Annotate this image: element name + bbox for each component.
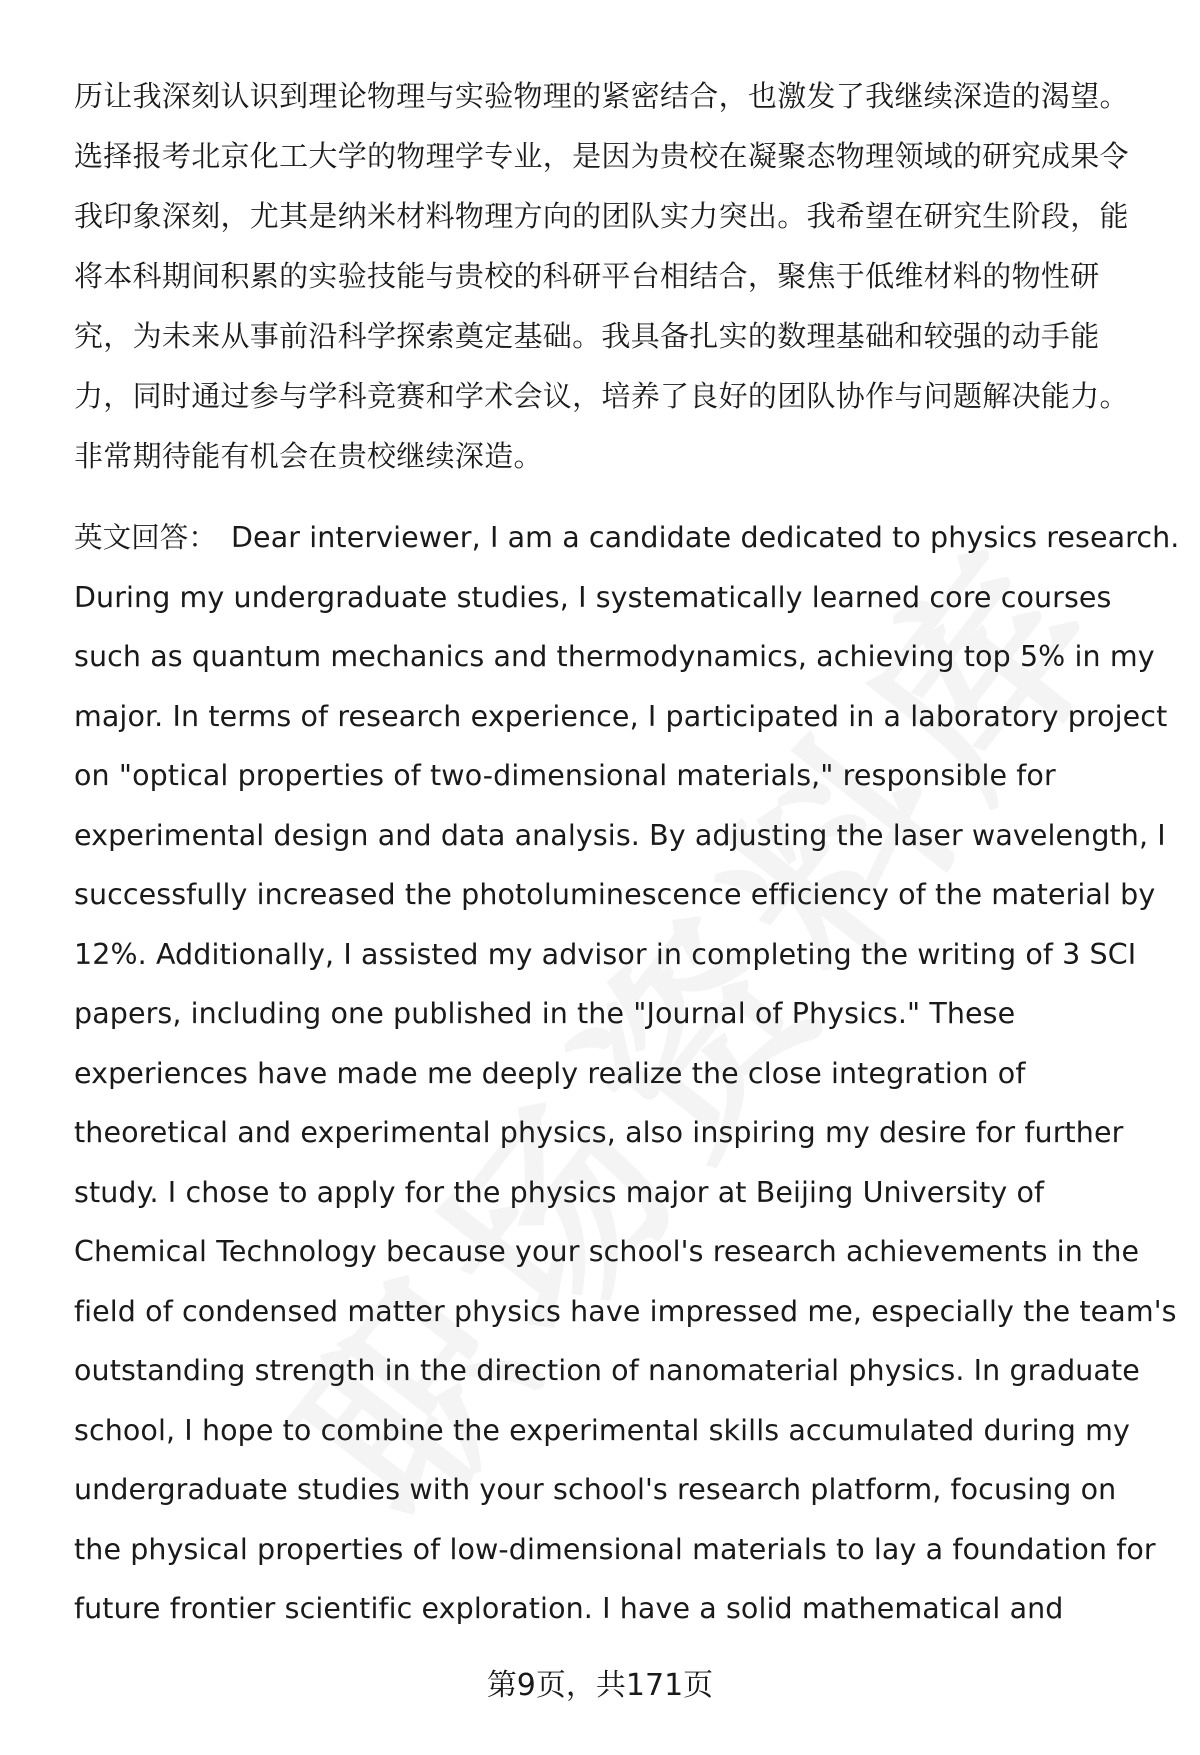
text-line: 选择报考北京化工大学的物理学专业，是因为贵校在凝聚态物理领域的研究成果令: [74, 139, 1129, 173]
text-line: study. I chose to apply for the physics major at Beijing University of: [74, 1175, 1045, 1209]
text-line: During my undergraduate studies, I systematically learned core courses: [74, 580, 1112, 614]
text-line: school, I hope to combine the experimental skills accumulated during my: [74, 1413, 1130, 1447]
text-line: 将本科期间积累的实验技能与贵校的科研平台相结合，聚焦于低维材料的物性研: [74, 259, 1100, 293]
page-number: 第9页，共171页: [486, 1668, 714, 1703]
text-line: papers, including one published in the "Journal of Physics." These: [74, 997, 1016, 1030]
text-line: 12%. Additionally, I assisted my advisor in completing the writing of 3 SCI: [74, 937, 1137, 971]
text-line: 历让我深刻认识到理论物理与实验物理的紧密结合，也激发了我继续深造的渴望。: [74, 79, 1129, 113]
text-line: 我印象深刻，尤其是纳米材料物理方向的团队实力突出。我希望在研究生阶段，能: [74, 199, 1129, 233]
text-line: the physical properties of low-dimensional materials to lay a foundation for: [74, 1532, 1156, 1566]
english-answer-first-line: Dear interviewer, I am a candidate dedicated to physics research.: [231, 521, 1180, 554]
text-line: 究，为未来从事前沿科学探索奠定基础。我具备扎实的数理基础和较强的动手能: [74, 319, 1100, 353]
text-line: Chemical Technology because your school's research achievements in the: [74, 1235, 1140, 1268]
text-line: successfully increased the photoluminescence efficiency of the material by: [74, 878, 1156, 911]
text-line: future frontier scientific exploration. I have a solid mathematical and: [74, 1592, 1064, 1625]
text-line: theoretical and experimental physics, also inspiring my desire for further: [74, 1116, 1124, 1149]
text-line: major. In terms of research experience, I participated in a laboratory project: [74, 699, 1168, 733]
text-line: such as quantum mechanics and thermodynamics, achieving top 5% in my: [74, 640, 1155, 673]
text-line: on "optical properties of two-dimensional materials," responsible for: [74, 759, 1056, 792]
text-line: [74, 508, 1180, 568]
text-line: experiences have made me deeply realize the close integration of: [74, 1056, 1026, 1090]
text-line: field of condensed matter physics have impressed me, especially the team's: [74, 1294, 1177, 1328]
text-line: experimental design and data analysis. By adjusting the laser wavelength, I: [74, 818, 1166, 852]
english-answer-label: 英文回答：: [74, 521, 218, 554]
english-answer-paragraph: [74, 508, 1180, 1639]
chinese-answer-paragraph: [74, 66, 1164, 486]
text-line: undergraduate studies with your school's research platform, focusing on: [74, 1473, 1117, 1506]
text-line: outstanding strength in the direction of nanomaterial physics. In graduate: [74, 1354, 1140, 1387]
text-line: 非常期待能有机会在贵校继续深造。: [74, 439, 543, 473]
text-line: 力，同时通过参与学科竞赛和学术会议，培养了良好的团队协作与问题解决能力。: [74, 379, 1129, 413]
